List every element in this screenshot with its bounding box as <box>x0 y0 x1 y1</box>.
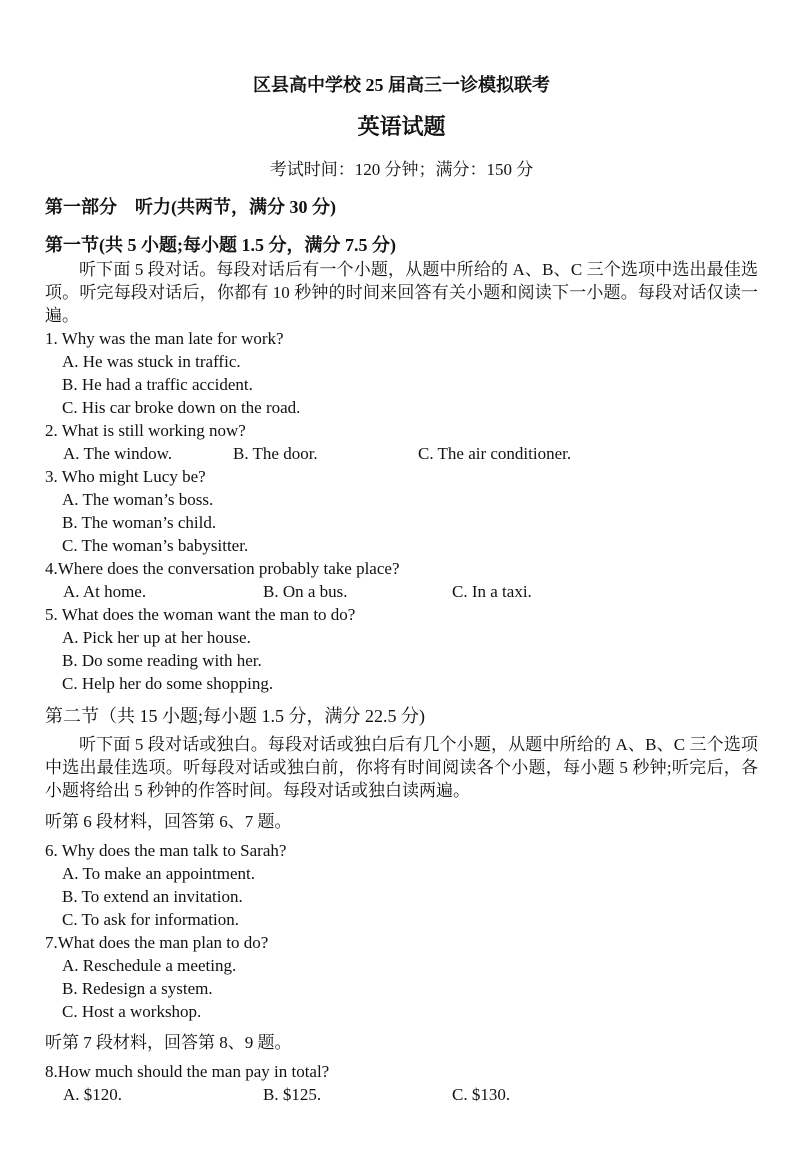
question-8 <box>45 1060 758 1106</box>
question-4-text: 4.Where does the conversation probably take place? <box>45 559 400 578</box>
question-7-option-c: C. Host a workshop. <box>62 1002 202 1021</box>
question-5-text: 5. What does the woman want the man to do? <box>45 605 356 624</box>
question-5-option-b: B. Do some reading with her. <box>62 651 262 670</box>
question-8-option-c: C. $130. <box>452 1085 511 1104</box>
question-8-options <box>45 1083 758 1106</box>
question-5-option-c: C. Help her do some shopping. <box>62 674 274 693</box>
question-2-options <box>45 442 758 465</box>
section1-instructions: 听下面 5 段对话。每段对话后有一个小题，从题中所给的 A、B、C 三个选项中选出最佳选项。听完每段对话后，你都有 10 秒钟的时间来回答有关小题和阅读下一小题。每段对话仅读一遍。 <box>45 260 758 325</box>
doc-title: 区县高中学校 25 届高三一诊模拟联考 <box>253 75 550 95</box>
material-7-line: 听第 7 段材料，回答第 8、9 题。 <box>45 1033 292 1052</box>
question-5 <box>45 603 758 695</box>
question-7-option-a: A. Reschedule a meeting. <box>62 956 237 975</box>
question-2-option-c: C. The air conditioner. <box>418 444 572 463</box>
doc-subtitle: 英语试题 <box>357 114 446 139</box>
question-4-options <box>45 580 758 603</box>
exam-info: 考试时间：120 分钟；满分：150 分 <box>269 160 534 179</box>
question-1-option-a: A. He was stuck in traffic. <box>62 352 241 371</box>
question-6-option-a: A. To make an appointment. <box>62 864 256 883</box>
question-3-option-b: B. The woman’s child. <box>62 513 217 532</box>
question-4-option-c: C. In a taxi. <box>452 582 532 601</box>
question-6-text: 6. Why does the man talk to Sarah? <box>45 841 287 860</box>
question-2 <box>45 419 758 465</box>
question-1-option-b: B. He had a traffic accident. <box>62 375 253 394</box>
question-3 <box>45 465 758 557</box>
question-2-option-b: B. The door. <box>233 444 318 463</box>
question-2-option-a: A. The window. <box>63 444 173 463</box>
question-8-option-a: A. $120. <box>63 1085 123 1104</box>
question-3-option-c: C. The woman’s babysitter. <box>62 536 249 555</box>
question-4-option-b: B. On a bus. <box>263 582 348 601</box>
question-2-text: 2. What is still working now? <box>45 421 246 440</box>
question-6-option-c: C. To ask for information. <box>62 910 239 929</box>
part1-heading: 第一部分 听力(共两节，满分 30 分) <box>45 197 336 217</box>
question-1 <box>45 327 758 419</box>
question-7 <box>45 931 758 1023</box>
question-8-text: 8.How much should the man pay in total? <box>45 1062 330 1081</box>
section2-instructions: 听下面 5 段对话或独白。每段对话或独白后有几个小题，从题中所给的 A、B、C 三个选项中选出最佳选项。听每段对话或独白前，你将有时间阅读各个小题，每小题 5 秒钟;听完后，各小题将给出 5 秒钟的作答时间。每段对话或独白读两遍。 <box>45 735 758 800</box>
question-7-option-b: B. Redesign a system. <box>62 979 213 998</box>
question-6-option-b: B. To extend an invitation. <box>62 887 243 906</box>
material-6-line: 听第 6 段材料，回答第 6、7 题。 <box>45 812 292 831</box>
question-6 <box>45 839 758 931</box>
question-3-text: 3. Who might Lucy be? <box>45 467 206 486</box>
question-5-option-a: A. Pick her up at her house. <box>62 628 251 647</box>
question-1-option-c: C. His car broke down on the road. <box>62 398 301 417</box>
question-4-option-a: A. At home. <box>63 582 147 601</box>
question-1-text: 1. Why was the man late for work? <box>45 329 284 348</box>
question-7-text: 7.What does the man plan to do? <box>45 933 269 952</box>
section1-heading: 第一节(共 5 小题;每小题 1.5 分，满分 7.5 分) <box>45 235 396 255</box>
section2-heading: 第二节（共 15 小题;每小题 1.5 分，满分 22.5 分) <box>45 706 425 726</box>
question-3-option-a: A. The woman’s boss. <box>62 490 214 509</box>
question-8-option-b: B. $125. <box>263 1085 322 1104</box>
question-4 <box>45 557 758 603</box>
